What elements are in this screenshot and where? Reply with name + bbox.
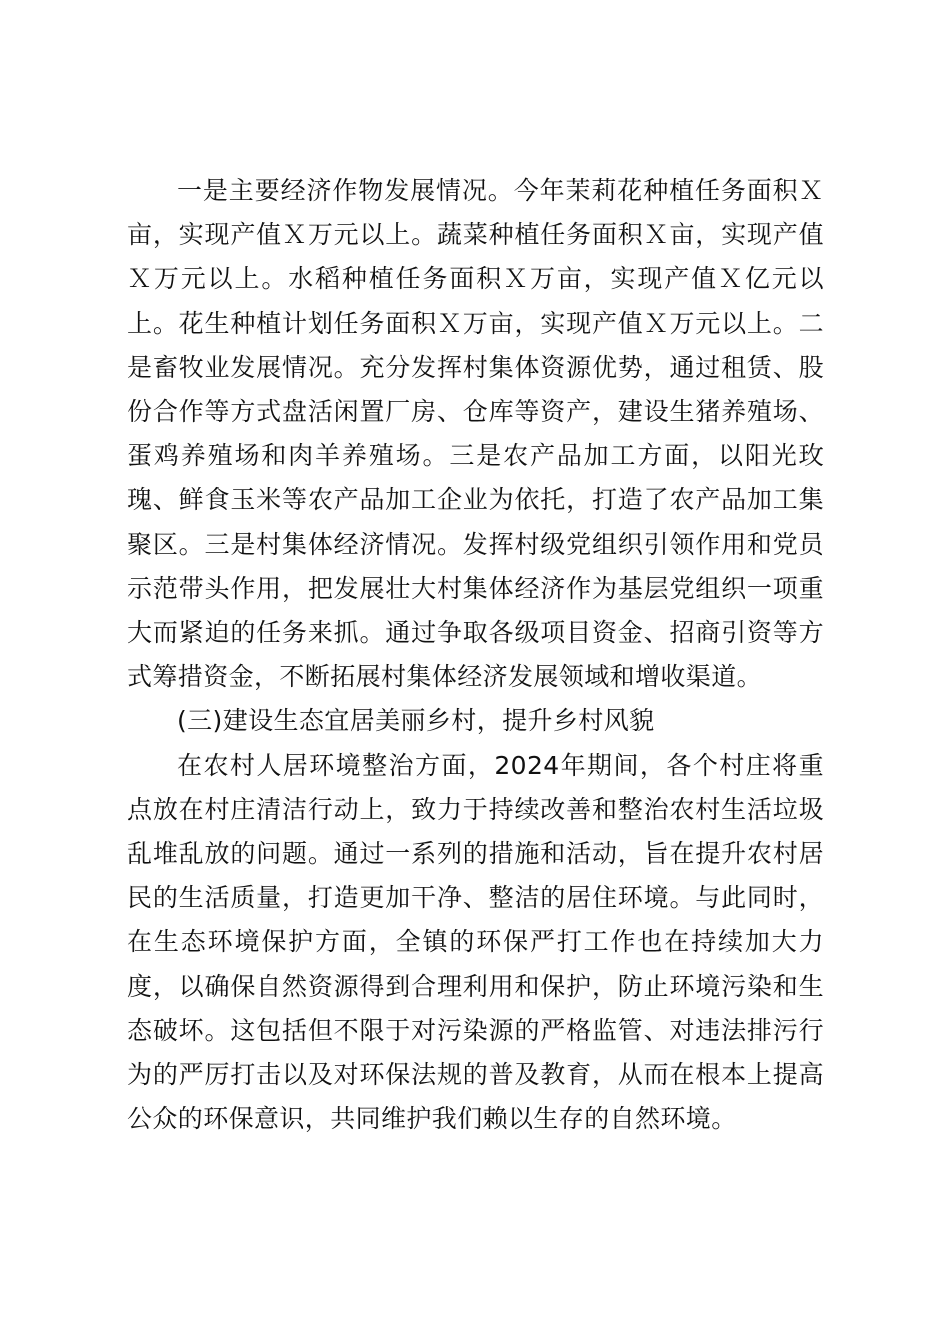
document-body bbox=[127, 169, 824, 1141]
paragraph-environment-improvement: 在农村人居环境整治方面，2024年期间，各个村庄将重点放在村庄清洁行动上，致力于持续改善和整治农村生活垃圾乱堆乱放的问题。通过一系列的措施和活动，旨在提升农村居民的生活质量，打造更加干净、整洁的居住环境。与此同时，在生态环境保护方面，全镇的环保严打工作也在持续加大力度，以确保自然资源得到合理利用和保护，防止环境污染和生态破坏。这包括但不限于对污染源的严格监管、对违法排污行为的严厉打击以及对环保法规的普及教育，从而在根本上提高公众的环保意识，共同维护我们赖以生存的自然环境。 bbox=[127, 750, 824, 1134]
paragraph-economic-development: 一是主要经济作物发展情况。今年茉莉花种植任务面积Ｘ亩，实现产值Ｘ万元以上。蔬菜种植任务面积Ｘ亩，实现产值Ｘ万元以上。水稻种植任务面积Ｘ万亩，实现产值Ｘ亿元以上。花生种植计划任务面积Ｘ万亩，实现产值Ｘ万元以上。二是畜牧业发展情况。充分发挥村集体资源优势，通过租赁、股份合作等方式盘活闲置厂房、仓库等资产，建设生猪养殖场、蛋鸡养殖场和肉羊养殖场。三是农产品加工方面，以阳光玫瑰、鲜食玉米等农产品加工企业为依托，打造了农产品加工集聚区。三是村集体经济情况。发挥村级党组织引领作用和党员示范带头作用，把发展壮大村集体经济作为基层党组织一项重大而紧迫的任务来抓。通过争取各级项目资金、招商引资等方式筹措资金，不断拓展村集体经济发展领域和增收渠道。 bbox=[127, 176, 824, 692]
section-heading-ecological-village: (三)建设生态宜居美丽乡村，提升乡村风貌 bbox=[177, 706, 655, 736]
